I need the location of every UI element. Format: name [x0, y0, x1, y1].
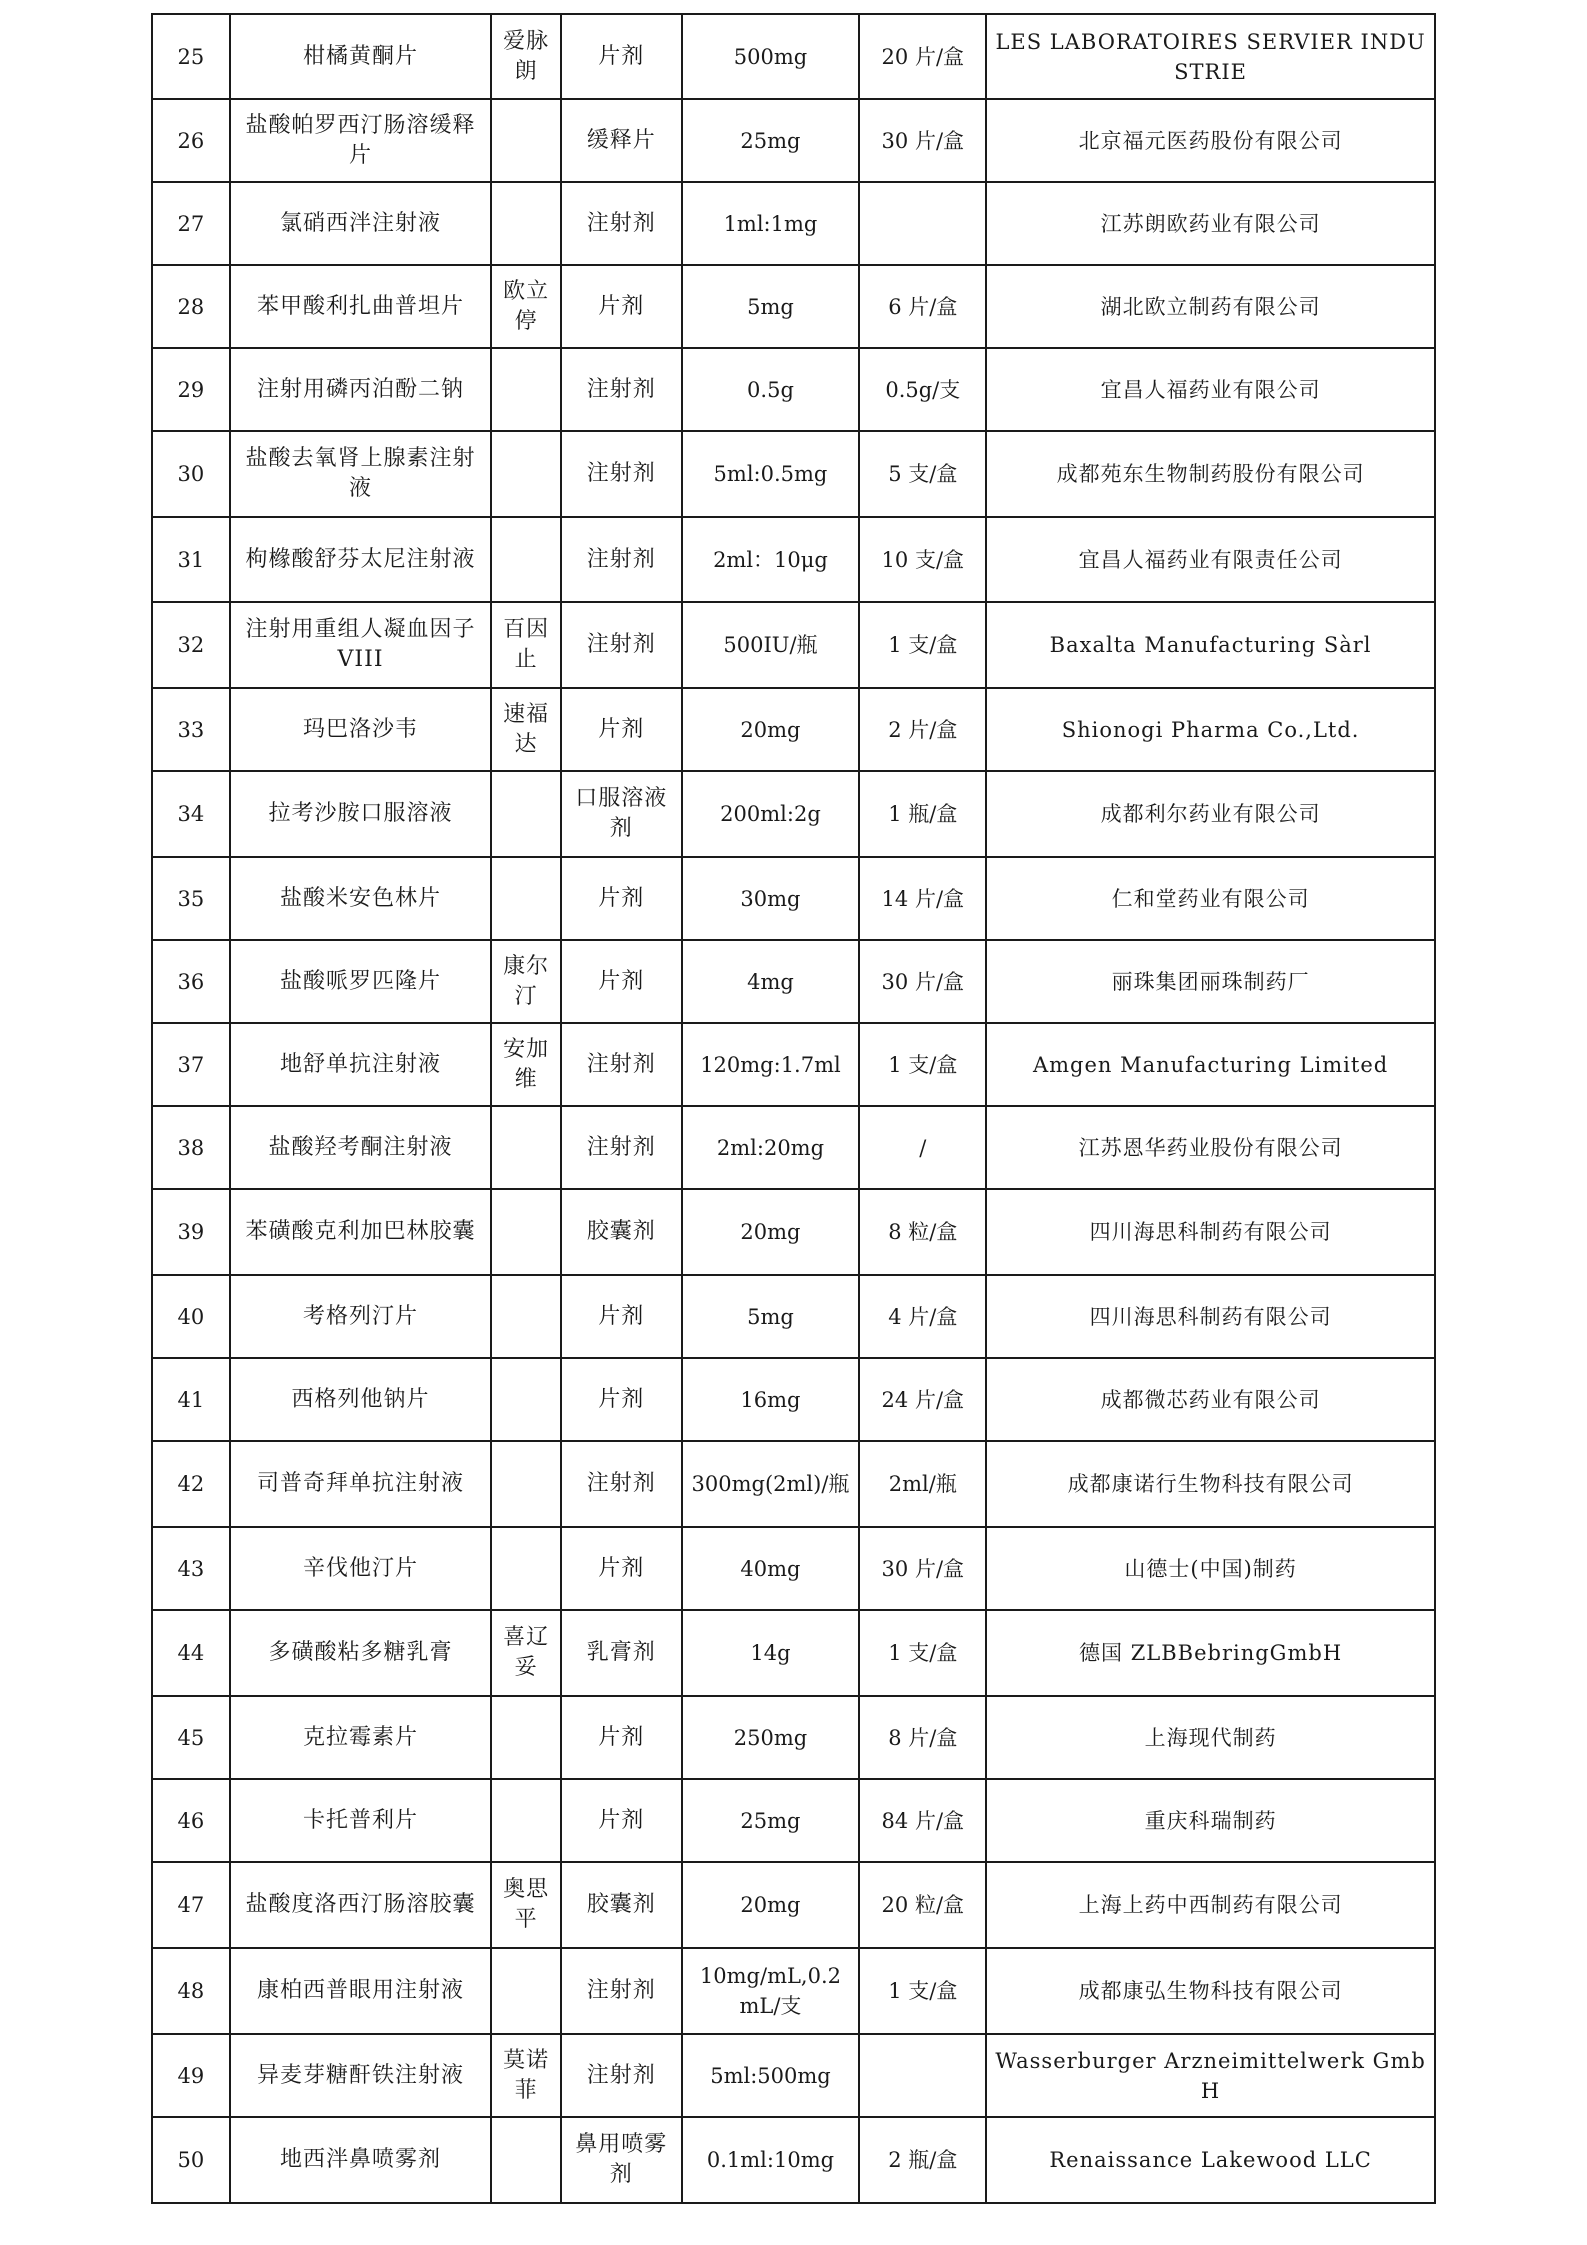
package-cell: 20 片/盒	[859, 14, 986, 99]
manufacturer-cell: 宜昌人福药业有限公司	[986, 348, 1435, 431]
specification-cell: 5mg	[682, 265, 860, 348]
dosage-form-cell: 注射剂	[561, 348, 682, 431]
dosage-form-cell: 注射剂	[561, 517, 682, 602]
drug-name-cell: 苯磺酸克利加巴林胶囊	[230, 1189, 492, 1275]
drug-name-cell: 盐酸哌罗匹隆片	[230, 940, 492, 1023]
drug-name-cell: 盐酸米安色林片	[230, 857, 492, 940]
row-number-cell: 33	[152, 688, 230, 771]
manufacturer-cell: 湖北欧立制药有限公司	[986, 265, 1435, 348]
drug-name-cell: 注射用重组人凝血因子VIII	[230, 602, 492, 688]
package-cell: 24 片/盒	[859, 1358, 986, 1441]
table-row	[152, 1441, 1435, 1527]
specification-cell: 30mg	[682, 857, 860, 940]
package-cell: 8 粒/盒	[859, 1189, 986, 1275]
row-number-cell: 28	[152, 265, 230, 348]
dosage-form-cell: 片剂	[561, 1275, 682, 1358]
specification-cell: 1ml:1mg	[682, 182, 860, 265]
row-number-cell: 45	[152, 1696, 230, 1779]
table-row	[152, 1696, 1435, 1779]
package-cell: /	[859, 1106, 986, 1189]
manufacturer-cell: 江苏恩华药业股份有限公司	[986, 1106, 1435, 1189]
drug-name-cell: 枸橼酸舒芬太尼注射液	[230, 517, 492, 602]
drug-name-cell: 氯硝西泮注射液	[230, 182, 492, 265]
brand-name-cell	[491, 1696, 561, 1779]
brand-name-cell	[491, 1275, 561, 1358]
specification-cell: 40mg	[682, 1527, 860, 1610]
dosage-form-cell: 片剂	[561, 1696, 682, 1779]
manufacturer-cell: 成都利尔药业有限公司	[986, 771, 1435, 857]
specification-cell: 200ml:2g	[682, 771, 860, 857]
specification-cell: 20mg	[682, 1862, 860, 1948]
package-cell: 30 片/盒	[859, 99, 986, 182]
table-row	[152, 348, 1435, 431]
manufacturer-cell: LES LABORATOIRES SERVIER INDUSTRIE	[986, 14, 1435, 99]
brand-name-cell	[491, 857, 561, 940]
package-cell: 1 瓶/盒	[859, 771, 986, 857]
brand-name-cell: 康尔汀	[491, 940, 561, 1023]
brand-name-cell: 安加维	[491, 1023, 561, 1106]
package-cell: 10 支/盒	[859, 517, 986, 602]
table-row	[152, 940, 1435, 1023]
manufacturer-cell: 北京福元医药股份有限公司	[986, 99, 1435, 182]
specification-cell: 500IU/瓶	[682, 602, 860, 688]
brand-name-cell: 速福达	[491, 688, 561, 771]
package-cell: 1 支/盒	[859, 1610, 986, 1696]
specification-cell: 20mg	[682, 688, 860, 771]
table-row	[152, 431, 1435, 517]
specification-cell: 10mg/mL,0.2mL/支	[682, 1948, 860, 2034]
drug-name-cell: 西格列他钠片	[230, 1358, 492, 1441]
manufacturer-cell: 上海现代制药	[986, 1696, 1435, 1779]
package-cell: 6 片/盒	[859, 265, 986, 348]
drug-name-cell: 地西泮鼻喷雾剂	[230, 2117, 492, 2203]
drug-name-cell: 盐酸帕罗西汀肠溶缓释片	[230, 99, 492, 182]
dosage-form-cell: 注射剂	[561, 602, 682, 688]
manufacturer-cell: 四川海思科制药有限公司	[986, 1275, 1435, 1358]
dosage-form-cell: 注射剂	[561, 1106, 682, 1189]
manufacturer-cell: 四川海思科制药有限公司	[986, 1189, 1435, 1275]
dosage-form-cell: 片剂	[561, 688, 682, 771]
brand-name-cell	[491, 348, 561, 431]
table-row	[152, 1358, 1435, 1441]
brand-name-cell	[491, 1527, 561, 1610]
table-row	[152, 182, 1435, 265]
dosage-form-cell: 鼻用喷雾剂	[561, 2117, 682, 2203]
row-number-cell: 37	[152, 1023, 230, 1106]
package-cell: 84 片/盒	[859, 1779, 986, 1862]
table-row	[152, 771, 1435, 857]
manufacturer-cell: 丽珠集团丽珠制药厂	[986, 940, 1435, 1023]
brand-name-cell	[491, 1441, 561, 1527]
dosage-form-cell: 注射剂	[561, 1441, 682, 1527]
brand-name-cell	[491, 1106, 561, 1189]
dosage-form-cell: 片剂	[561, 14, 682, 99]
table-row	[152, 2034, 1435, 2117]
specification-cell: 0.5g	[682, 348, 860, 431]
table-row	[152, 1527, 1435, 1610]
row-number-cell: 48	[152, 1948, 230, 2034]
dosage-form-cell: 片剂	[561, 1527, 682, 1610]
row-number-cell: 38	[152, 1106, 230, 1189]
brand-name-cell	[491, 2117, 561, 2203]
brand-name-cell	[491, 99, 561, 182]
table-body	[152, 14, 1435, 2203]
brand-name-cell	[491, 1948, 561, 2034]
specification-cell: 0.1ml:10mg	[682, 2117, 860, 2203]
drug-name-cell: 克拉霉素片	[230, 1696, 492, 1779]
package-cell: 20 粒/盒	[859, 1862, 986, 1948]
table-row	[152, 857, 1435, 940]
manufacturer-cell: 成都康诺行生物科技有限公司	[986, 1441, 1435, 1527]
drug-name-cell: 盐酸去氧肾上腺素注射液	[230, 431, 492, 517]
specification-cell: 500mg	[682, 14, 860, 99]
dosage-form-cell: 胶囊剂	[561, 1862, 682, 1948]
row-number-cell: 34	[152, 771, 230, 857]
manufacturer-cell: Wasserburger Arzneimittelwerk GmbH	[986, 2034, 1435, 2117]
package-cell: 8 片/盒	[859, 1696, 986, 1779]
row-number-cell: 42	[152, 1441, 230, 1527]
drug-list-table	[151, 13, 1436, 2204]
table-row	[152, 265, 1435, 348]
dosage-form-cell: 乳膏剂	[561, 1610, 682, 1696]
manufacturer-cell: 德国 ZLBBebringGmbH	[986, 1610, 1435, 1696]
package-cell: 1 支/盒	[859, 1023, 986, 1106]
package-cell: 1 支/盒	[859, 602, 986, 688]
package-cell: 14 片/盒	[859, 857, 986, 940]
table-row	[152, 2117, 1435, 2203]
specification-cell: 2ml:20mg	[682, 1106, 860, 1189]
dosage-form-cell: 胶囊剂	[561, 1189, 682, 1275]
brand-name-cell: 百因止	[491, 602, 561, 688]
specification-cell: 5ml:500mg	[682, 2034, 860, 2117]
drug-name-cell: 注射用磷丙泊酚二钠	[230, 348, 492, 431]
brand-name-cell	[491, 1779, 561, 1862]
dosage-form-cell: 注射剂	[561, 2034, 682, 2117]
drug-name-cell: 异麦芽糖酐铁注射液	[230, 2034, 492, 2117]
manufacturer-cell: 江苏朗欧药业有限公司	[986, 182, 1435, 265]
specification-cell: 5mg	[682, 1275, 860, 1358]
row-number-cell: 27	[152, 182, 230, 265]
brand-name-cell: 爱脉朗	[491, 14, 561, 99]
specification-cell: 300mg(2ml)/瓶	[682, 1441, 860, 1527]
manufacturer-cell: 仁和堂药业有限公司	[986, 857, 1435, 940]
drug-name-cell: 盐酸度洛西汀肠溶胶囊	[230, 1862, 492, 1948]
package-cell	[859, 2034, 986, 2117]
row-number-cell: 46	[152, 1779, 230, 1862]
specification-cell: 25mg	[682, 99, 860, 182]
brand-name-cell: 喜辽妥	[491, 1610, 561, 1696]
manufacturer-cell: 山德士(中国)制药	[986, 1527, 1435, 1610]
brand-name-cell	[491, 182, 561, 265]
package-cell: 4 片/盒	[859, 1275, 986, 1358]
dosage-form-cell: 注射剂	[561, 431, 682, 517]
brand-name-cell	[491, 1358, 561, 1441]
manufacturer-cell: 成都康弘生物科技有限公司	[986, 1948, 1435, 2034]
table-row	[152, 1189, 1435, 1275]
table-row	[152, 99, 1435, 182]
package-cell	[859, 182, 986, 265]
drug-name-cell: 苯甲酸利扎曲普坦片	[230, 265, 492, 348]
table-row	[152, 602, 1435, 688]
row-number-cell: 36	[152, 940, 230, 1023]
table-row	[152, 14, 1435, 99]
brand-name-cell	[491, 1189, 561, 1275]
dosage-form-cell: 片剂	[561, 857, 682, 940]
manufacturer-cell: Renaissance Lakewood LLC	[986, 2117, 1435, 2203]
drug-name-cell: 拉考沙胺口服溶液	[230, 771, 492, 857]
table-row	[152, 1023, 1435, 1106]
drug-name-cell: 卡托普利片	[230, 1779, 492, 1862]
brand-name-cell	[491, 431, 561, 517]
row-number-cell: 32	[152, 602, 230, 688]
row-number-cell: 31	[152, 517, 230, 602]
row-number-cell: 39	[152, 1189, 230, 1275]
dosage-form-cell: 注射剂	[561, 182, 682, 265]
table-row	[152, 1862, 1435, 1948]
brand-name-cell: 莫诺菲	[491, 2034, 561, 2117]
row-number-cell: 41	[152, 1358, 230, 1441]
drug-name-cell: 辛伐他汀片	[230, 1527, 492, 1610]
manufacturer-cell: Amgen Manufacturing Limited	[986, 1023, 1435, 1106]
drug-name-cell: 地舒单抗注射液	[230, 1023, 492, 1106]
specification-cell: 25mg	[682, 1779, 860, 1862]
table-row	[152, 688, 1435, 771]
dosage-form-cell: 口服溶液剂	[561, 771, 682, 857]
manufacturer-cell: 成都微芯药业有限公司	[986, 1358, 1435, 1441]
specification-cell: 4mg	[682, 940, 860, 1023]
manufacturer-cell: Baxalta Manufacturing Sàrl	[986, 602, 1435, 688]
package-cell: 0.5g/支	[859, 348, 986, 431]
manufacturer-cell: 上海上药中西制药有限公司	[986, 1862, 1435, 1948]
manufacturer-cell: 宜昌人福药业有限责任公司	[986, 517, 1435, 602]
table-row	[152, 1106, 1435, 1189]
row-number-cell: 26	[152, 99, 230, 182]
row-number-cell: 43	[152, 1527, 230, 1610]
brand-name-cell: 奥思平	[491, 1862, 561, 1948]
package-cell: 30 片/盒	[859, 1527, 986, 1610]
brand-name-cell	[491, 517, 561, 602]
manufacturer-cell: Shionogi Pharma Co.,Ltd.	[986, 688, 1435, 771]
drug-name-cell: 盐酸羟考酮注射液	[230, 1106, 492, 1189]
package-cell: 2 片/盒	[859, 688, 986, 771]
package-cell: 1 支/盒	[859, 1948, 986, 2034]
specification-cell: 16mg	[682, 1358, 860, 1441]
package-cell: 5 支/盒	[859, 431, 986, 517]
brand-name-cell	[491, 771, 561, 857]
table-row	[152, 1610, 1435, 1696]
dosage-form-cell: 注射剂	[561, 1948, 682, 2034]
manufacturer-cell: 重庆科瑞制药	[986, 1779, 1435, 1862]
table-row	[152, 1948, 1435, 2034]
specification-cell: 14g	[682, 1610, 860, 1696]
row-number-cell: 29	[152, 348, 230, 431]
specification-cell: 2ml：10μg	[682, 517, 860, 602]
drug-name-cell: 多磺酸粘多糖乳膏	[230, 1610, 492, 1696]
row-number-cell: 47	[152, 1862, 230, 1948]
specification-cell: 20mg	[682, 1189, 860, 1275]
drug-name-cell: 司普奇拜单抗注射液	[230, 1441, 492, 1527]
row-number-cell: 44	[152, 1610, 230, 1696]
specification-cell: 5ml:0.5mg	[682, 431, 860, 517]
drug-name-cell: 考格列汀片	[230, 1275, 492, 1358]
drug-name-cell: 玛巴洛沙韦	[230, 688, 492, 771]
package-cell: 2ml/瓶	[859, 1441, 986, 1527]
package-cell: 30 片/盒	[859, 940, 986, 1023]
row-number-cell: 50	[152, 2117, 230, 2203]
dosage-form-cell: 片剂	[561, 940, 682, 1023]
row-number-cell: 25	[152, 14, 230, 99]
manufacturer-cell: 成都苑东生物制药股份有限公司	[986, 431, 1435, 517]
dosage-form-cell: 片剂	[561, 1779, 682, 1862]
table-row	[152, 1275, 1435, 1358]
dosage-form-cell: 缓释片	[561, 99, 682, 182]
table-row	[152, 1779, 1435, 1862]
table-row	[152, 517, 1435, 602]
drug-name-cell: 康柏西普眼用注射液	[230, 1948, 492, 2034]
package-cell: 2 瓶/盒	[859, 2117, 986, 2203]
row-number-cell: 49	[152, 2034, 230, 2117]
brand-name-cell: 欧立停	[491, 265, 561, 348]
dosage-form-cell: 片剂	[561, 1358, 682, 1441]
row-number-cell: 30	[152, 431, 230, 517]
row-number-cell: 40	[152, 1275, 230, 1358]
specification-cell: 120mg:1.7ml	[682, 1023, 860, 1106]
dosage-form-cell: 注射剂	[561, 1023, 682, 1106]
drug-name-cell: 柑橘黄酮片	[230, 14, 492, 99]
specification-cell: 250mg	[682, 1696, 860, 1779]
dosage-form-cell: 片剂	[561, 265, 682, 348]
row-number-cell: 35	[152, 857, 230, 940]
